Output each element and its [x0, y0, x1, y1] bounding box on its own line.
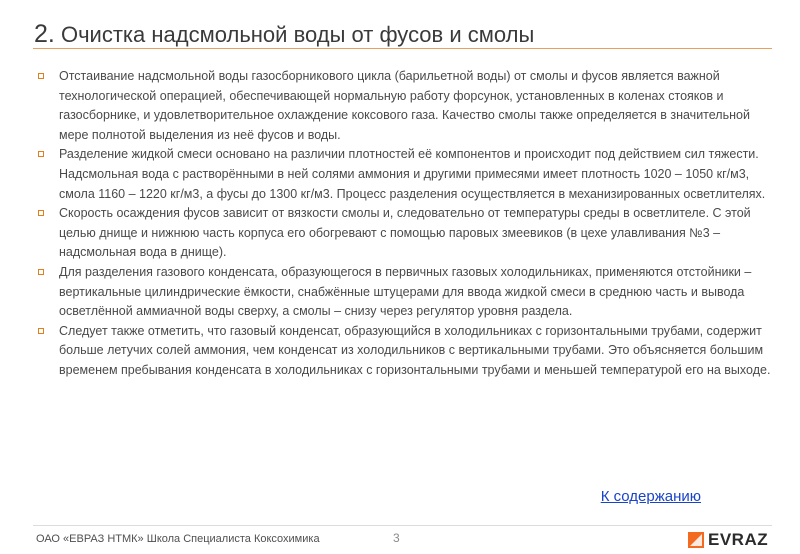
page-title — [34, 20, 534, 49]
square-bullet-icon — [38, 328, 44, 334]
square-bullet-icon — [38, 210, 44, 216]
title-text: Очистка надсмольной воды от фусов и смолы — [60, 22, 535, 47]
bullet-text: Следует также отметить, что газовый конденсат, образующийся в холодильниках с горизонтальными трубами, содержит больше летучих солей аммония, чем конденсат из холодильников с вертикальными трубами. Это объясняется большим временем пребывания конденсата в холодильниках с горизонтальными трубами и меньшей температурой его на выходе. — [59, 323, 771, 377]
square-bullet-icon — [38, 151, 44, 157]
bullet-item — [36, 263, 776, 322]
bullet-text: Скорость осаждения фусов зависит от вязкости смолы и, следовательно от температуры среды в осветлителе. С этой целью днище и нижнюю часть корпуса его обогревают с помощью паровых змеевиков (в цехе улавливания №3 – надсмольная вода в днище). — [59, 206, 751, 260]
bullet-item — [36, 67, 776, 145]
footer-company-text: ОАО «ЕВРАЗ НТМК» Школа Специалиста Коксохимика — [36, 533, 320, 545]
bullet-text: Разделение жидкой смеси основано на различии плотностей её компонентов и происходит под действием сил тяжести. Надсмольная вода с растворёнными в ней солями аммония и другими примесями имеет плотность 1020 – 1050 кг/м3, смола 1160 – 1220 кг/м3, а фусы до 1300 кг/м3. Процесс разделения осуществляется в механизированных осветлителях. — [59, 147, 766, 201]
page-number: 3 — [393, 531, 400, 545]
title-number: 2. — [34, 20, 55, 48]
bullet-item — [36, 145, 776, 204]
evraz-logo — [688, 531, 768, 549]
bullet-text: Отстаивание надсмольной воды газосборникового цикла (барильетной воды) от смолы и фусов является важной технологической операцией, обеспечивающей нормальную работу форсунок, установленных в коленах стояков и газосборнике, и удовлетворительное охлаждение коксового газа. Качество смолы также определяется в значительной мере полнотой выделения из неё фусов и воды. — [59, 69, 750, 142]
square-bullet-icon — [38, 73, 44, 79]
table-of-contents-link[interactable]: К содержанию — [600, 488, 701, 505]
square-bullet-icon — [38, 269, 44, 275]
logo-text: EVRAZ — [708, 530, 769, 549]
bullet-item — [36, 322, 776, 381]
footer-divider — [33, 525, 772, 526]
bullet-list — [36, 67, 776, 381]
title-divider — [33, 48, 772, 49]
bullet-item — [36, 204, 776, 263]
bullet-text: Для разделения газового конденсата, образующегося в первичных газовых холодильниках, применяются отстойники – вертикальные цилиндрические ёмкости, снабжённые штуцерами для ввода жидкой смеси в среднюю часть и вывода осветлённой аммиачной воды сверху, а смолы – снизу через регулятор уровня раздела. — [59, 264, 752, 319]
evraz-logo-icon — [688, 532, 704, 548]
